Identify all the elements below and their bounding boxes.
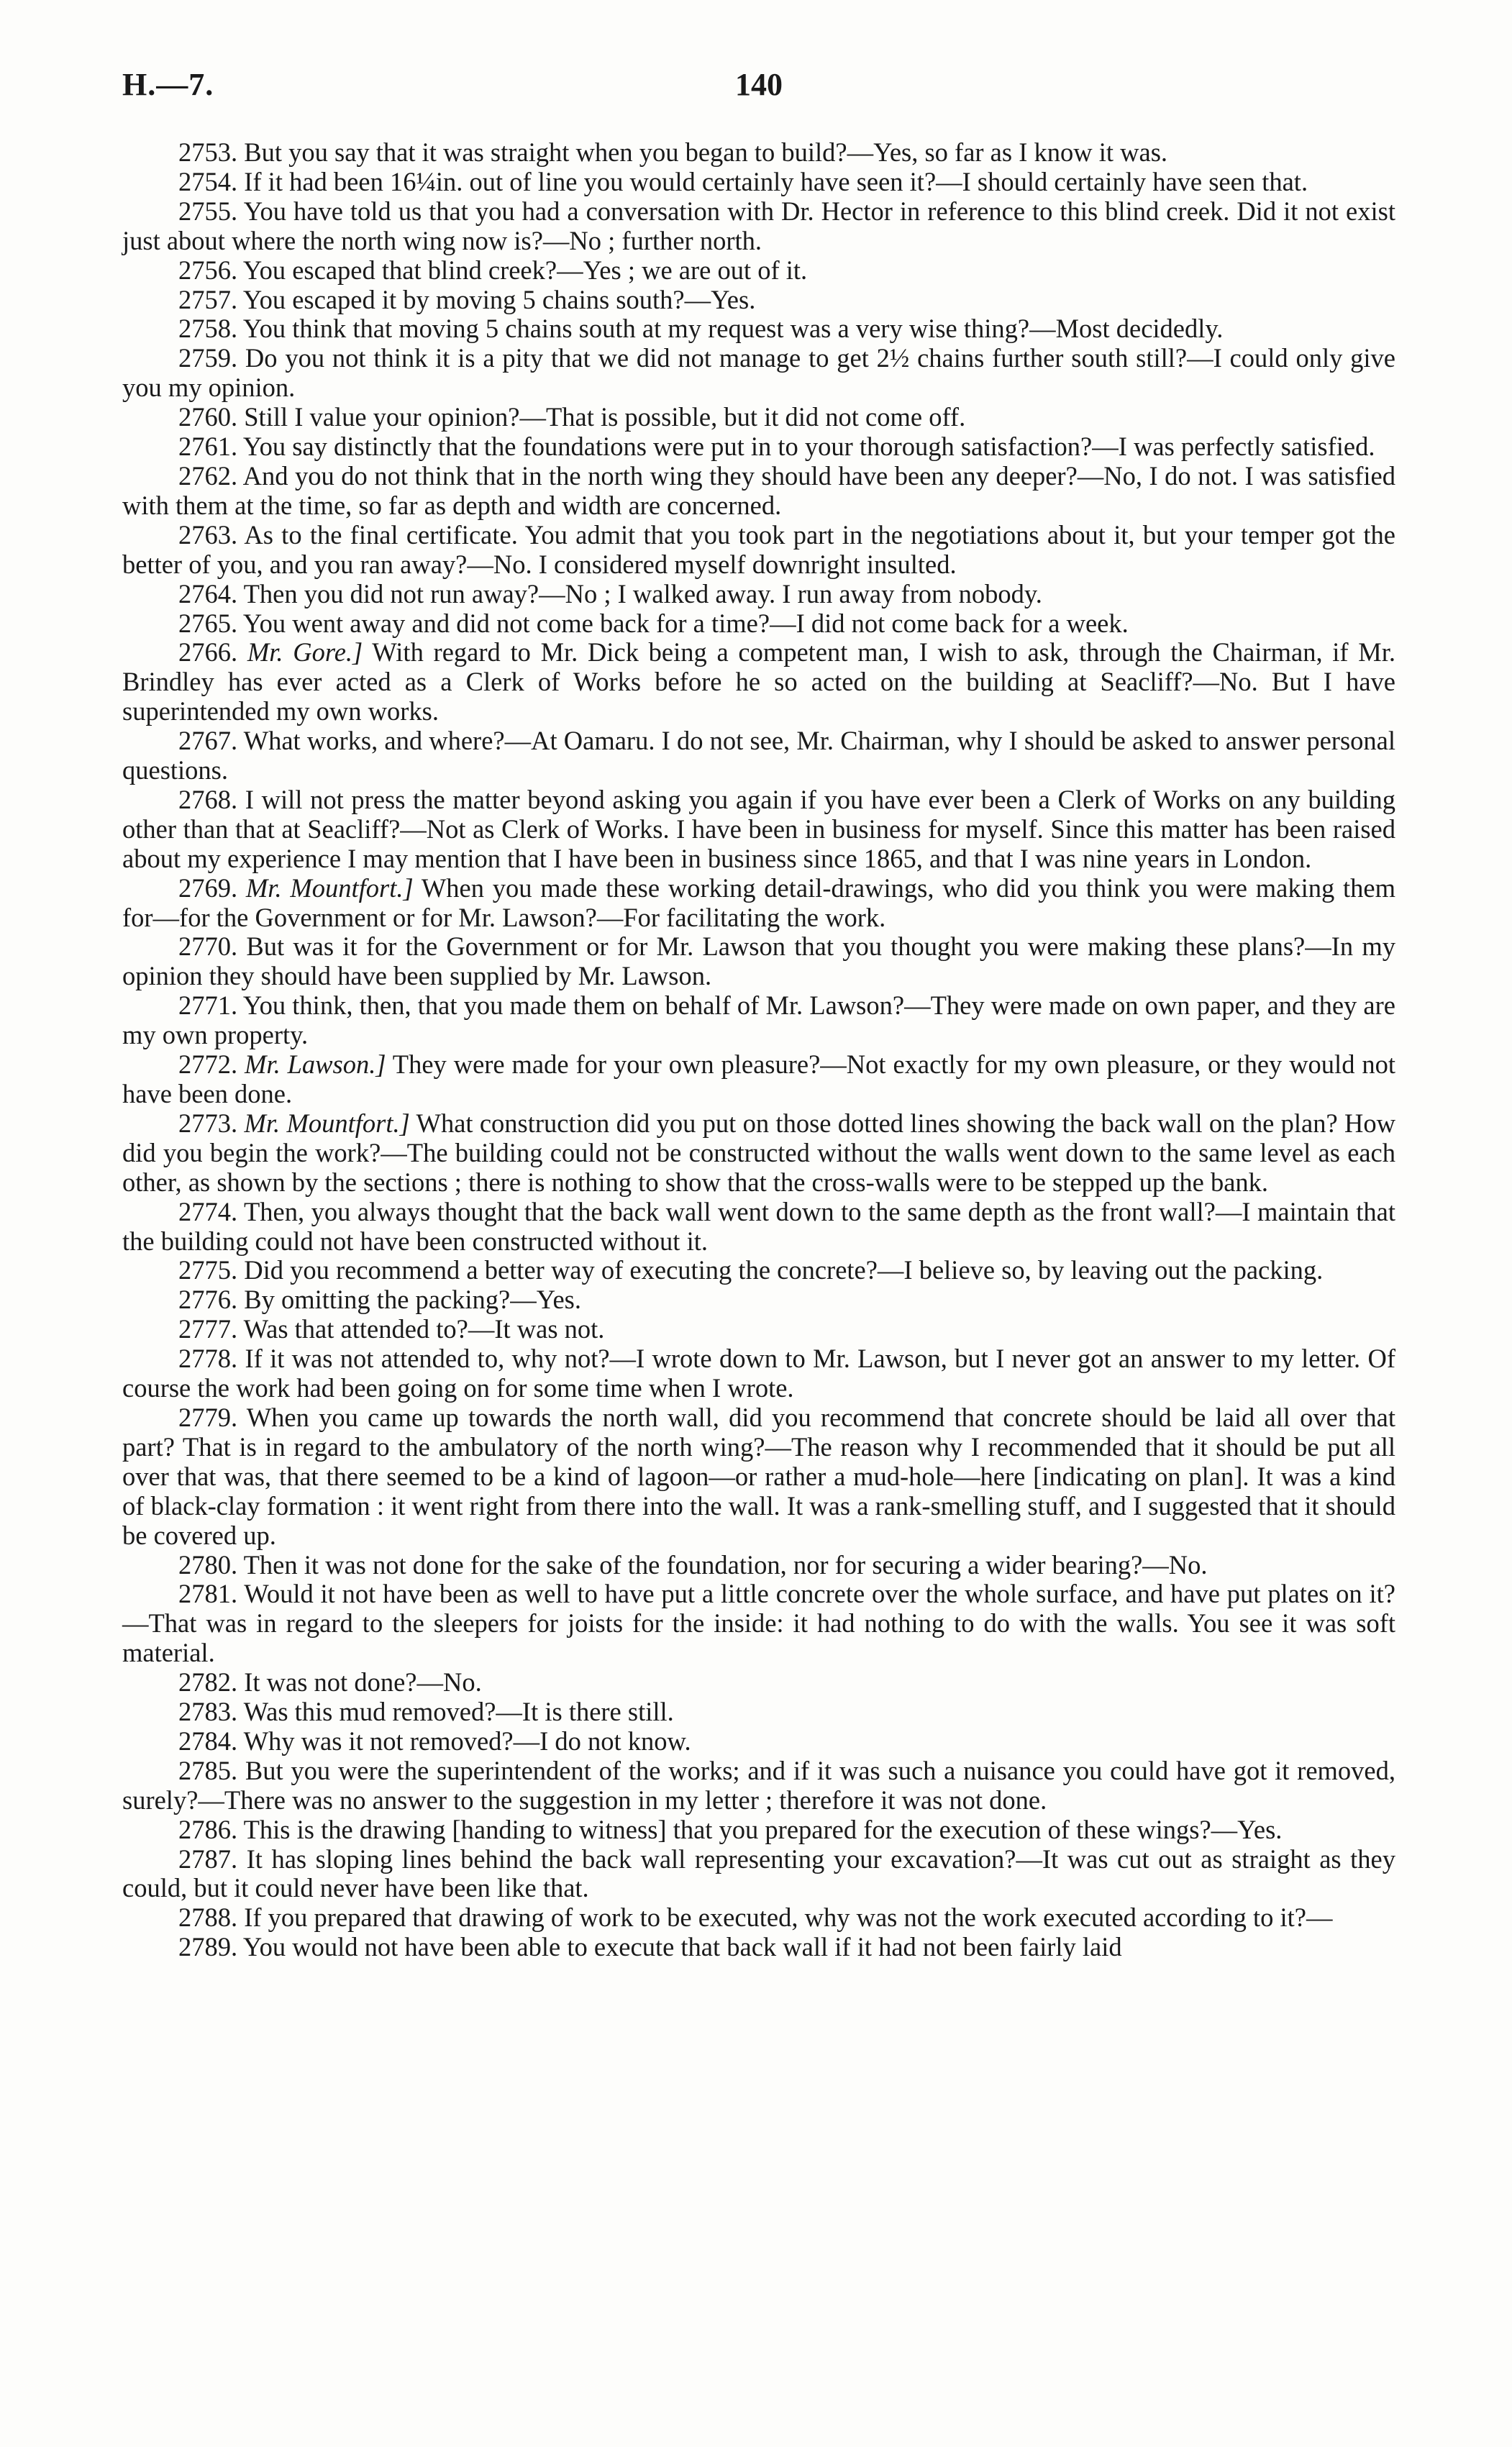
question-2781: 2781. Would it not have been as well to have put a little concrete over the whole surface, and have put plates on it?—That was in regard to the sleepers for joists for the inside: it had nothing to do with the walls. You see it was soft material. xyxy=(122,1579,1395,1668)
question-2789: 2789. You would not have been able to execute that back wall if it had not been fairly laid xyxy=(178,1932,1122,1962)
question-2787: 2787. It has sloping lines behind the back wall representing your excavation?—It was cut out as straight as they could, but it could never have been like that. xyxy=(122,1844,1395,1903)
question-2755: 2755. You have told us that you had a conversation with Dr. Hector in reference to this blind creek. Did it not exist just about where the north wing now is?—No ; further north. xyxy=(122,196,1395,255)
question-2777: 2777. Was that attended to?—It was not. xyxy=(178,1314,605,1344)
question-2758: 2758. You think that moving 5 chains south at my request was a very wise thing?—Most decidedly. xyxy=(178,314,1224,344)
question-2766: 2766. Mr. Gore.] With regard to Mr. Dick being a competent man, I wish to ask, through the Chairman, if Mr. Brindley has ever acted as a Clerk of Works before he so acted on the building at Seacliff?—No. But I have superintended my own works. xyxy=(122,637,1396,726)
question-2783: 2783. Was this mud removed?—It is there still. xyxy=(178,1697,674,1727)
question-2770: 2770. But was it for the Government or for Mr. Lawson that you thought you were making these plans?—In my opinion they should have been supplied by Mr. Lawson. xyxy=(122,931,1395,991)
question-2773: 2773. Mr. Mountfort.] What construction did you put on those dotted lines showing the back wall on the plan? How did you begin the work?—The building could not be constructed without the walls went down to the same level as each other, as shown by the sections ; there is nothing to show that the cross-walls were to be stepped up the bank. xyxy=(122,1108,1395,1197)
question-2763: 2763. As to the final certificate. You admit that you took part in the negotiations about it, but your temper got the better of you, and you ran away?—No. I considered myself downright insulted. xyxy=(122,519,1395,579)
question-2764: 2764. Then you did not run away?—No ; I walked away. I run away from nobody. xyxy=(178,578,1042,609)
question-2760: 2760. Still I value your opinion?—That is possible, but it did not come off. xyxy=(178,402,966,432)
question-2776: 2776. By omitting the packing?—Yes. xyxy=(178,1285,581,1315)
question-2788: 2788. If you prepared that drawing of work to be executed, why was not the work executed according to it?— xyxy=(178,1903,1333,1933)
question-2765: 2765. You went away and did not come back for a time?—I did not come back for a week. xyxy=(178,608,1129,638)
question-2780: 2780. Then it was not done for the sake of the foundation, nor for securing a wider bearing?—No. xyxy=(178,1549,1208,1580)
document-reference: H.—7. xyxy=(122,67,214,102)
page-number: 140 xyxy=(735,67,783,102)
question-2761: 2761. You say distinctly that the foundations were put in to your thorough satisfaction?—I was perfectly satisfied. xyxy=(178,432,1375,462)
question-2769: 2769. Mr. Mountfort.] When you made these working detail-drawings, who did you think you were making them for—for the Government or for Mr. Lawson?—For facilitating the work. xyxy=(122,872,1396,932)
question-2778: 2778. If it was not attended to, why not?—I wrote down to Mr. Lawson, but I never got an answer to my letter. Of course the work had been going on for some time when I wrote. xyxy=(122,1344,1395,1403)
question-2774: 2774. Then, you always thought that the back wall went down to the same depth as the front wall?—I maintain that the building could not have been constructed without it. xyxy=(122,1196,1395,1256)
question-2756: 2756. You escaped that blind creek?—Yes ; we are out of it. xyxy=(178,255,808,285)
question-2772: 2772. Mr. Lawson.] They were made for your own pleasure?—Not exactly for my own pleasure, or they would not have been done. xyxy=(122,1049,1395,1108)
question-2785: 2785. But you were the superintendent of the works; and if it was such a nuisance you could have got it removed, surely?—There was no answer to the suggestion in my letter ; therefore it was not done. xyxy=(122,1755,1395,1815)
question-2757: 2757. You escaped it by moving 5 chains south?—Yes. xyxy=(178,284,756,314)
question-2754: 2754. If it had been 16¼in. out of line you would certainly have seen it?—I should certainly have seen that. xyxy=(178,166,1308,196)
question-2762: 2762. And you do not think that in the north wing they should have been any deeper?—No, I do not. I was satisfied with them at the time, so far as depth and width are concerned. xyxy=(122,460,1395,520)
question-2784: 2784. Why was it not removed?—I do not know. xyxy=(178,1726,691,1756)
question-2767: 2767. What works, and where?—At Oamaru. I do not see, Mr. Chairman, why I should be asked to answer personal questions. xyxy=(122,726,1395,785)
question-2775: 2775. Did you recommend a better way of executing the concrete?—I believe so, by leaving out the packing. xyxy=(178,1255,1324,1285)
evidence-body xyxy=(122,138,1395,1962)
question-2759: 2759. Do you not think it is a pity that we did not manage to get 2½ chains further south still?—I could only give you my opinion. xyxy=(122,343,1395,403)
question-2786: 2786. This is the drawing [handing to witness] that you prepared for the execution of these wings?—Yes. xyxy=(178,1814,1283,1844)
question-2768: 2768. I will not press the matter beyond asking you again if you have ever been a Clerk of Works on any building other than that at Seacliff?—Not as Clerk of Works. I have been in business for myself. Since this matter has been raised about my experience I may mention that I have been in business since 1865, and that I was nine years in London. xyxy=(122,784,1395,873)
question-2771: 2771. You think, then, that you made them on behalf of Mr. Lawson?—They were made on own paper, and they are my own property. xyxy=(122,990,1395,1050)
question-2779: 2779. When you came up towards the north wall, did you recommend that concrete should be laid all over that part? That is in regard to the ambulatory of the north wing?—The reason why I recommended that it should be put all over that was, that there seemed to be a kind of lagoon—or rather a mud-hole—here [indicating on plan]. It was a kind of black-clay formation : it went right from there into the wall. It was a rank-smelling stuff, and I suggested that it should be covered up. xyxy=(122,1402,1395,1550)
question-2753: 2753. But you say that it was straight when you began to build?—Yes, so far as I know it was. xyxy=(178,137,1168,167)
question-2782: 2782. It was not done?—No. xyxy=(178,1667,482,1698)
page-header xyxy=(122,66,1395,109)
